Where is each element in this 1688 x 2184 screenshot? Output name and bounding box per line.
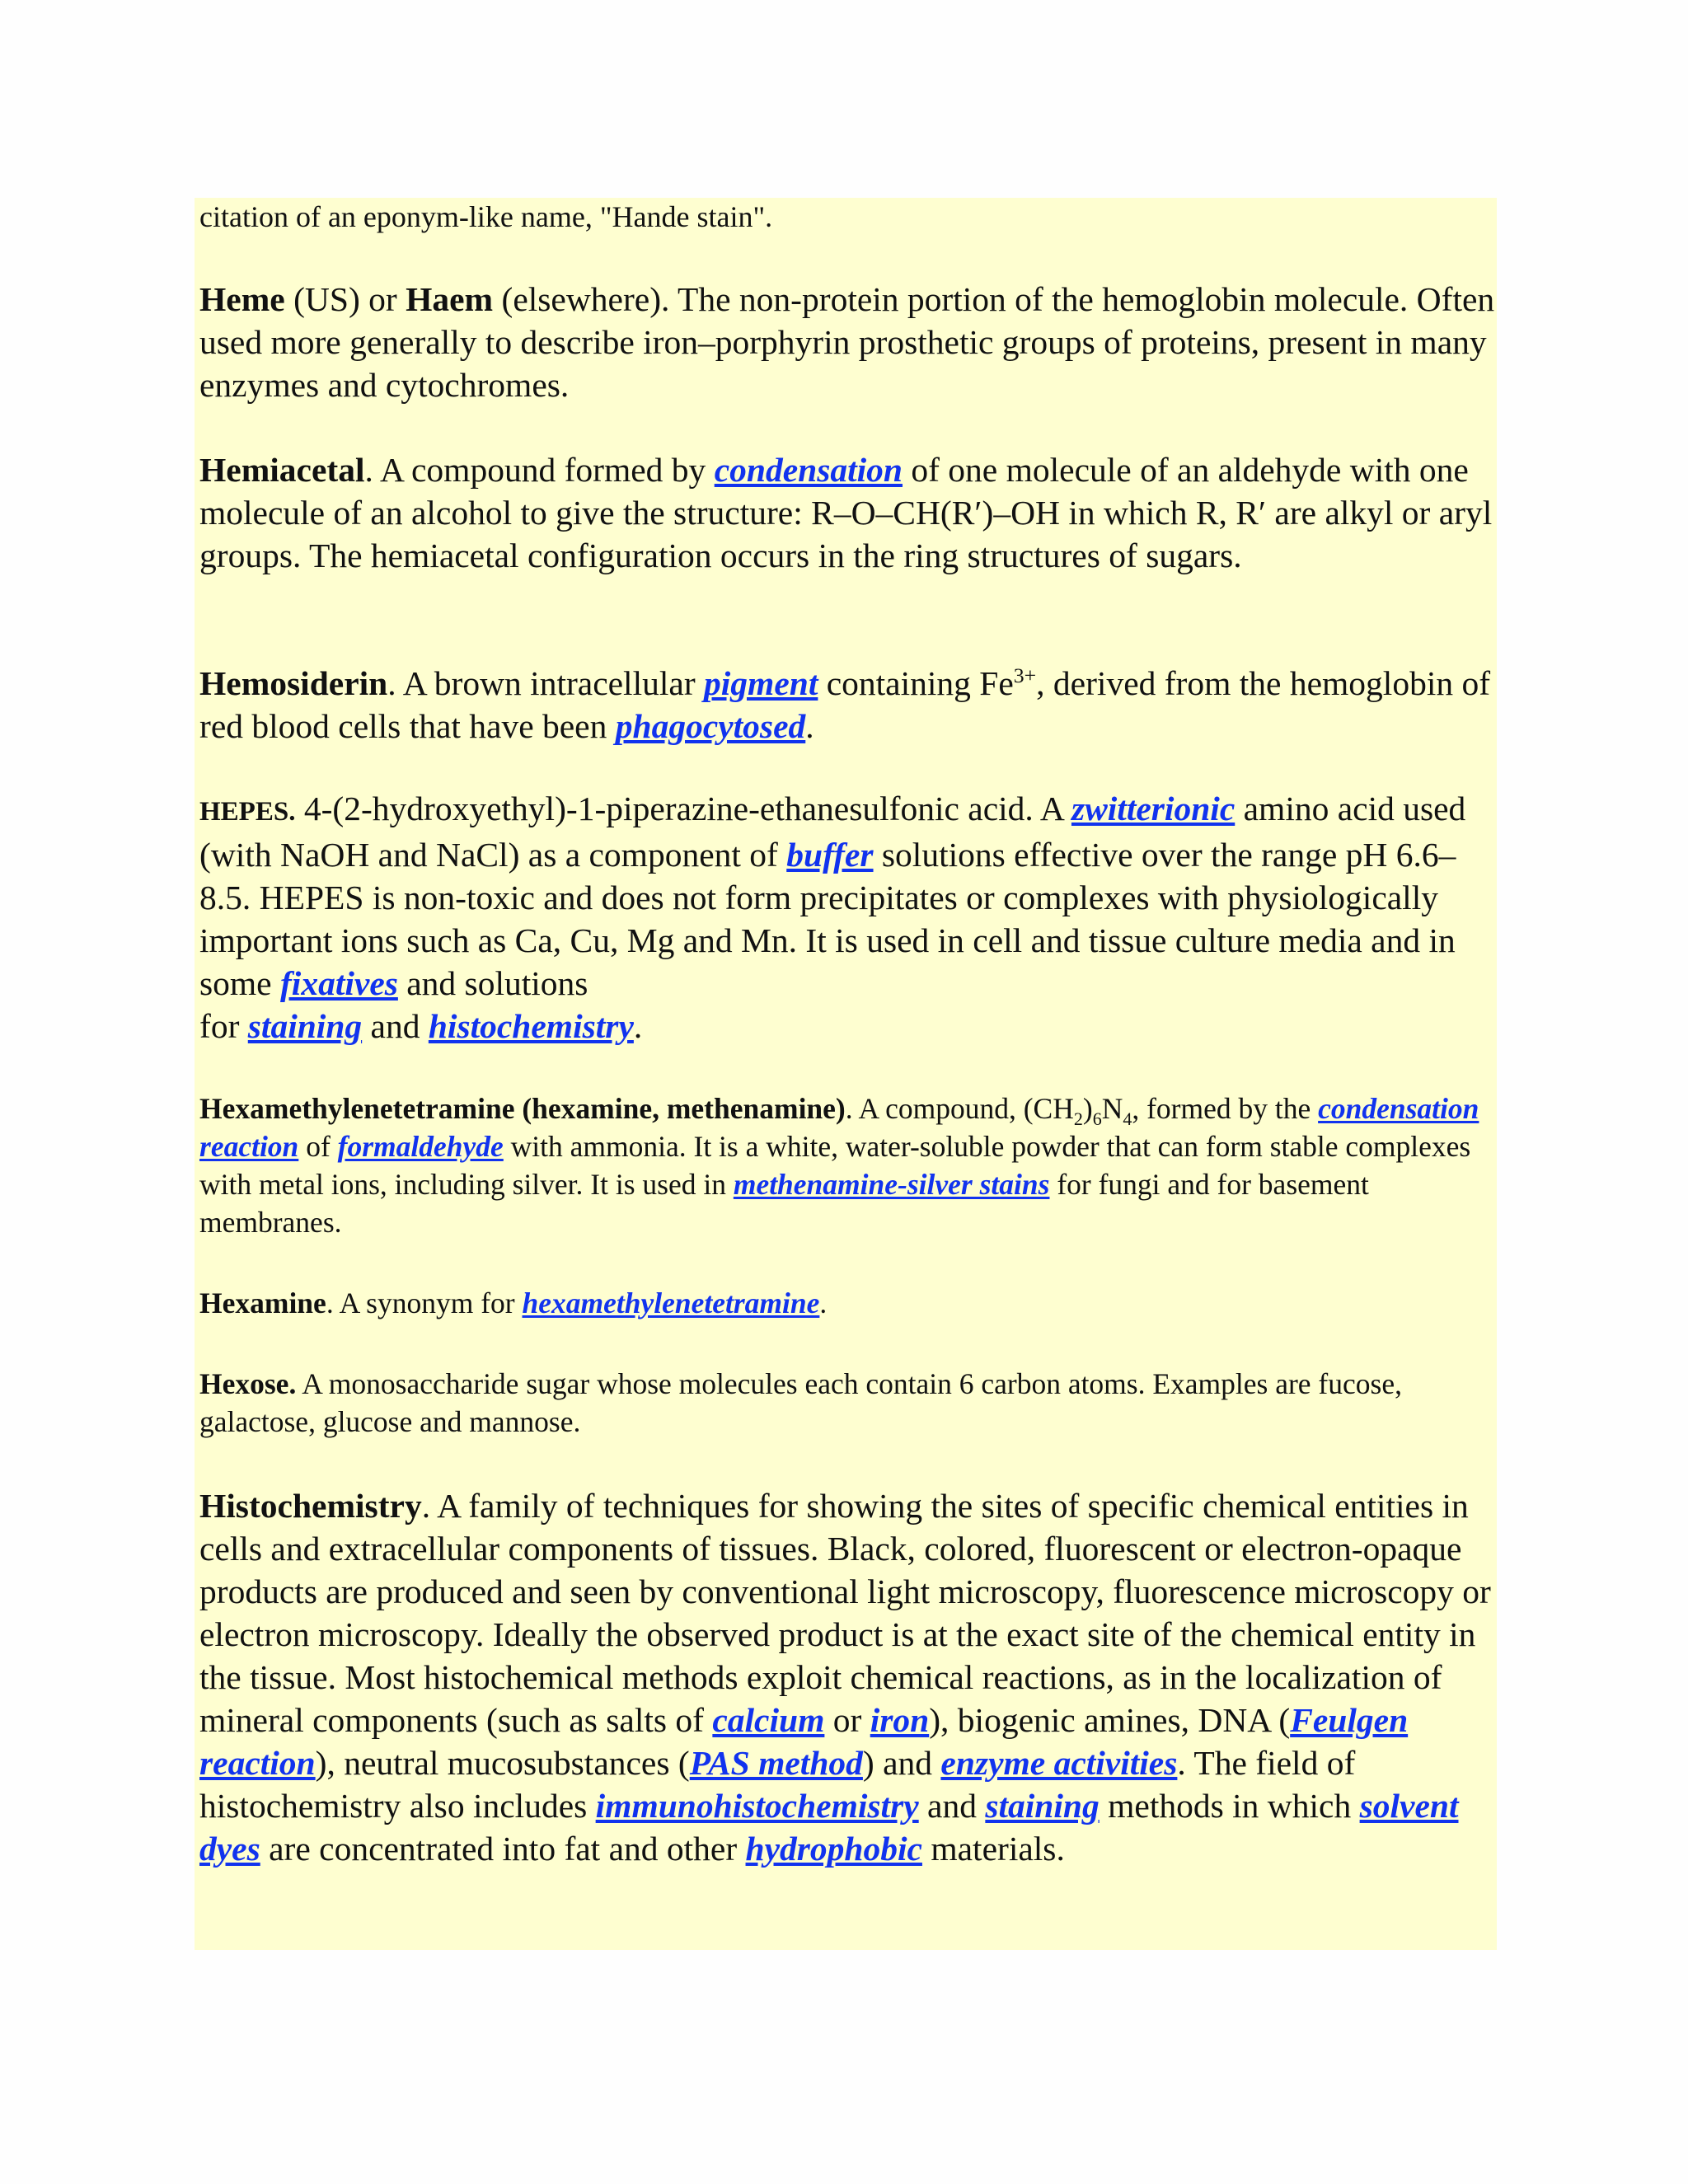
cross-reference-link[interactable]: solvent dyes — [199, 1787, 1459, 1868]
entry-term: Hemiacetal — [199, 451, 365, 489]
cross-reference-link[interactable]: Feulgen reaction — [199, 1701, 1409, 1782]
entry-text: methods in which — [1099, 1787, 1360, 1825]
entry-term: HEPES. — [199, 797, 296, 827]
entry-hemosiderin — [199, 662, 1498, 748]
cross-reference-link[interactable]: pigment — [704, 664, 818, 702]
subscript-text: 4 — [1123, 1108, 1132, 1130]
entry-hexamethylenetetramine — [199, 1090, 1498, 1241]
entry-term: Hexamine — [199, 1286, 326, 1319]
entry-text: materials. — [921, 1830, 1065, 1868]
entry-text: for — [199, 1007, 248, 1045]
cross-reference-link[interactable]: staining — [985, 1787, 1100, 1825]
entry-text: . A synonym for — [326, 1286, 523, 1319]
cross-reference-link[interactable]: histochemistry — [428, 1007, 634, 1045]
entry-text: . — [819, 1286, 828, 1319]
cross-reference-link[interactable]: condensation reaction — [199, 1092, 1479, 1163]
entry-text: ), biogenic amines, DNA ( — [929, 1701, 1291, 1739]
entry-text: . The field of histochemistry also includes — [199, 1744, 1356, 1825]
entry-text: , derived from the hemoglobin of red blood cells that have been — [199, 664, 1491, 745]
entry-text: and — [362, 1007, 429, 1045]
entry-text: . A compound, (CH — [845, 1092, 1074, 1125]
cross-reference-link[interactable]: methenamine-silver stains — [733, 1168, 1050, 1201]
cross-reference-link[interactable]: calcium — [712, 1701, 825, 1739]
entry-term: Heme — [199, 280, 285, 318]
entry-text: ) — [1082, 1092, 1093, 1125]
cross-reference-link[interactable]: fixatives — [279, 964, 398, 1002]
entry-text: with ammonia. It is a white, water-soluble powder that can form stable complexes with metal ions, including silver. It is used in — [199, 1130, 1471, 1201]
entry-text: amino acid used (with NaOH and NaCl) as a component of — [199, 790, 1466, 874]
entry-text: of — [298, 1130, 338, 1163]
entry-text: of one molecule of an aldehyde with one molecule of an alcohol to give the structure: R–O–CH(R′)–OH in which R, R′ are alkyl or aryl groups. The hemiacetal configuration occurs in the ring structures of sugars. — [199, 451, 1493, 574]
subscript-text: 6 — [1092, 1108, 1102, 1130]
entry-hemiacetal — [199, 448, 1498, 577]
subscript-text: 2 — [1073, 1108, 1083, 1130]
entry-text: containing Fe — [818, 664, 1014, 702]
entry-text: ) and — [862, 1744, 941, 1782]
entry-text: . — [805, 707, 814, 745]
entry-text: A monosaccharide sugar whose molecules each contain 6 carbon atoms. Examples are fucose, galactose, glucose and mannose. — [199, 1367, 1402, 1438]
entry-term: Hemosiderin — [199, 664, 388, 702]
entry-hande-continuation — [199, 198, 1498, 236]
entry-text: 4-(2-hydroxyethyl)-1-piperazine-ethanesulfonic acid. A — [295, 790, 1071, 827]
entry-text: for fungi and for basement membranes. — [199, 1168, 1369, 1239]
entry-text: (US) or — [284, 280, 406, 318]
entry-term: Haem — [406, 280, 494, 318]
cross-reference-link[interactable]: zwitterionic — [1071, 790, 1236, 827]
cross-reference-link[interactable]: hydrophobic — [745, 1830, 922, 1868]
entry-text: , formed by the — [1132, 1092, 1319, 1125]
entry-heme — [199, 278, 1498, 406]
entry-text: and — [918, 1787, 986, 1825]
entry-text: N — [1101, 1092, 1123, 1125]
entry-term: Hexamethylenetetramine (hexamine, methenamine) — [199, 1092, 846, 1125]
cross-reference-link[interactable]: immunohistochemistry — [595, 1787, 919, 1825]
cross-reference-link[interactable]: formaldehyde — [337, 1130, 504, 1163]
entry-text: . A brown intracellular — [387, 664, 705, 702]
cross-reference-link[interactable]: buffer — [786, 836, 874, 874]
entry-text: solutions effective over the range pH 6.6–8.5. HEPES is non-toxic and does not form precipitates or complexes with physiologically important ions such as Ca, Cu, Mg and Mn. It is used in cell and tissue culture media and in some — [199, 836, 1456, 1002]
cross-reference-link[interactable]: iron — [870, 1701, 930, 1739]
entry-text: (elsewhere). The non-protein portion of the hemoglobin molecule. Often used more generally to describe iron–porphyrin prosthetic groups of proteins, present in many enzymes and cytochromes. — [199, 280, 1495, 404]
cross-reference-link[interactable]: staining — [247, 1007, 363, 1045]
entry-histochemistry — [199, 1484, 1498, 1870]
cross-reference-link[interactable]: condensation — [714, 451, 903, 489]
entry-term: Histochemistry — [199, 1487, 422, 1525]
entry-text: . — [633, 1007, 643, 1045]
superscript-text: 3+ — [1013, 663, 1037, 688]
entry-text: are concentrated into fat and other — [260, 1830, 746, 1868]
entry-hexamine — [199, 1284, 1498, 1322]
cross-reference-link[interactable]: enzyme activities — [940, 1744, 1178, 1782]
cross-reference-link[interactable]: phagocytosed — [615, 707, 806, 745]
entry-text: and solutions — [397, 964, 588, 1002]
cross-reference-link[interactable]: hexamethylenetetramine — [522, 1286, 820, 1319]
entry-term: Hexose. — [199, 1367, 297, 1400]
entry-text: . A family of techniques for showing the sites of specific chemical entities in cells and extracellular components of tissues. Black, colored, fluorescent or electron-opaque products are produced and seen by conventional light microscopy, fluorescence microscopy or electron microscopy. Ideally the observed product is at the exact site of the chemical entity in the tissue. Most histochemical methods exploit chemical reactions, as in the localization of mineral components (such as salts of — [199, 1487, 1491, 1739]
cross-reference-link[interactable]: PAS method — [689, 1744, 863, 1782]
entry-hexose — [199, 1365, 1498, 1441]
entry-text: citation of an eponym-like name, "Hande stain". — [199, 200, 773, 233]
entry-text: or — [824, 1701, 870, 1739]
entry-text: ), neutral mucosubstances ( — [315, 1744, 690, 1782]
entry-text: . A compound formed by — [364, 451, 715, 489]
entry-hepes — [199, 787, 1498, 1047]
